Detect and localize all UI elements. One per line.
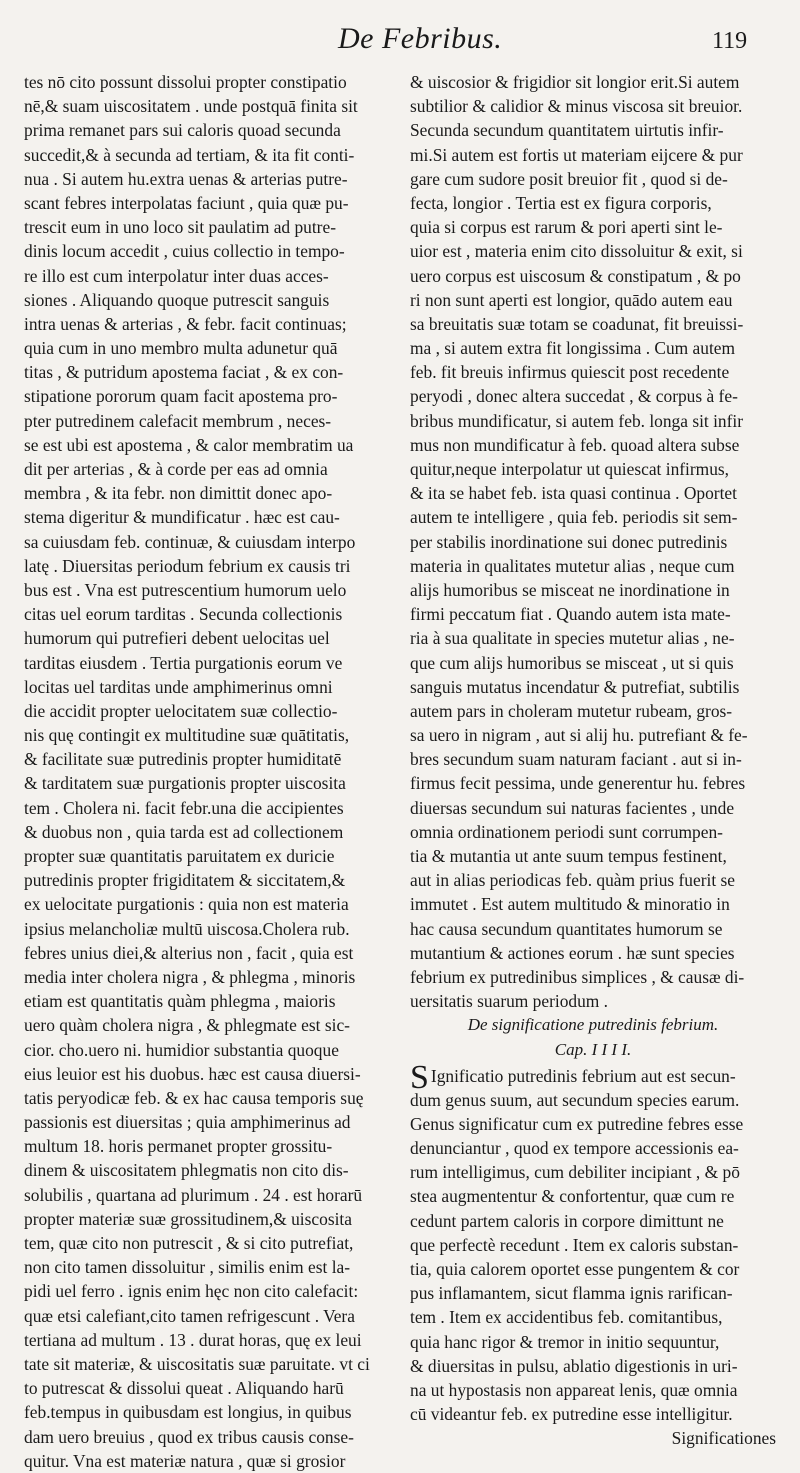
text-line: propter materiæ suæ grossitudinem,& uiscosita bbox=[24, 1208, 352, 1229]
text-line: na ut hypostasis non appareat lenis, quæ omnia bbox=[410, 1379, 738, 1400]
text-line: putredinis propter frigiditatem & siccitatem,& bbox=[24, 870, 346, 891]
text-line: tertiana ad multum . 13 . durat horas, quę ex leui bbox=[24, 1329, 362, 1350]
running-title: De Febribus. bbox=[338, 22, 503, 55]
text-line: que cum alijs humoribus se misceat , ut si quis bbox=[410, 652, 734, 673]
chapter-number: Cap. I I I I. bbox=[554, 1039, 632, 1059]
text-line: peryodi , donec altera succedat , & corpus à fe- bbox=[410, 386, 738, 407]
text-line: latę . Diuersitas periodum febrium ex causis tri bbox=[24, 555, 351, 576]
text-line: quia hanc rigor & tremor in initio sequuntur, bbox=[410, 1331, 720, 1352]
text-line: tem . Item ex accidentibus feb. comitantibus, bbox=[410, 1307, 723, 1328]
text-line: denunciantur , quod ex tempore accessionis ea- bbox=[410, 1138, 739, 1159]
text-line: non cito tamen dissoluitur , similis enim est la- bbox=[24, 1257, 351, 1278]
text-line: & ita se habet feb. ista quasi continua . Oportet bbox=[410, 483, 737, 504]
text-line: cū videantur feb. ex putredine esse intelligitur. bbox=[410, 1404, 733, 1425]
text-line: firmi peccatum fiat . Quando autem ista mate- bbox=[410, 604, 731, 625]
text-line: nua . Si autem hu.extra uenas & arterias putre- bbox=[24, 168, 348, 189]
text-line: bres secundum suam naturam faciant . aut si in- bbox=[410, 749, 742, 770]
text-line: febres unius diei,& alterius non , facit , quia est bbox=[24, 942, 354, 963]
text-line: autem pars in choleram mutetur rubeam, gros- bbox=[410, 700, 733, 721]
text-line: stea augmententur & confortentur, quæ cum re bbox=[410, 1186, 735, 1207]
text-line: nis quę contingit ex multitudine suæ quātitatis, bbox=[24, 725, 350, 746]
text-line: immutet . Est autem multitudo & minoratio in bbox=[410, 894, 730, 915]
text-line: solubilis , quartana ad plurimum . 24 . est horarū bbox=[24, 1184, 363, 1205]
text-line: cior. cho.uero ni. humidior substantia quoque bbox=[24, 1039, 339, 1060]
text-line: mus non mundificatur à feb. quoad altera subse bbox=[410, 434, 740, 455]
text-line: & duobus non , quia tarda est ad collectionem bbox=[24, 821, 344, 842]
text-line bbox=[410, 1058, 776, 1096]
text-line: media inter cholera nigra , & phlegma , minoris bbox=[24, 966, 356, 987]
text-line: mi.Si autem est fortis ut materiam eijcere & pur bbox=[410, 144, 743, 165]
text-line: bus est . Vna est putrescentium humorum uelo bbox=[24, 579, 347, 600]
text-line: sa breuitatis suæ totam se coadunat, fit breuissi- bbox=[410, 313, 744, 334]
text-line: locitas uel tarditas unde amphimerinus omni bbox=[24, 676, 333, 697]
text-line: membra , & ita febr. non dimittit donec apo- bbox=[24, 483, 333, 504]
text-line: sa cuiusdam feb. continuæ, & cuiusdam interpo bbox=[24, 531, 356, 552]
text-line: propter suæ quantitatis paruitatem ex duricie bbox=[24, 846, 335, 866]
text-line: se est ubi est apostema , & calor membratim ua bbox=[24, 434, 354, 455]
catchword: Significationes bbox=[671, 1428, 776, 1449]
text-line: ex uelocitate purgationis : quia non est materia bbox=[24, 894, 349, 915]
text-line: succedit,& à secunda ad tertiam, & ita fit conti- bbox=[24, 144, 355, 165]
text-line: humorum qui putrefieri debent uelocitas uel bbox=[24, 628, 330, 649]
right-column-text bbox=[410, 70, 776, 1013]
text-line: diuersas secundum sui naturas facientes , unde bbox=[410, 797, 735, 818]
text-line: sanguis mutatus incendatur & putrefiat, subtilis bbox=[410, 676, 740, 697]
text-line: siones . Aliquando quoque putrescit sanguis bbox=[24, 289, 330, 310]
text-line: hac causa secundum quantitates humorum se bbox=[410, 918, 723, 939]
text-line: feb. fit breuis infirmus quiescit post recedente bbox=[410, 362, 730, 383]
text-line: pter putredinem calefacit membrum , neces- bbox=[24, 410, 332, 431]
text-line: re illo est cum interpolatur inter duas acces- bbox=[24, 265, 329, 286]
text-line: sa uero in nigram , aut si alij hu. putrefiant & fe- bbox=[410, 725, 748, 746]
text-line: tia & mutantia ut ante suum tempus festinent, bbox=[410, 846, 727, 866]
text-line: dam uero breuius , quod ex tribus causis conse- bbox=[24, 1426, 354, 1447]
text-line: eius leuior est his duobus. hæc est causa diuersi- bbox=[24, 1063, 361, 1084]
text-line: etiam est quantitatis quàm phlegma , maioris bbox=[24, 991, 336, 1012]
text-line-rest: Ignificatio putredinis febrium aut est secun- bbox=[430, 1065, 736, 1086]
text-line: & facilitate suæ putredinis propter humiditatē bbox=[24, 749, 342, 770]
text-line: febrium ex putredinibus simplices , & causæ di- bbox=[410, 966, 745, 987]
text-line: autem te intelligere , quia feb. periodis sit sem- bbox=[410, 507, 738, 528]
text-line: feb.tempus in quibusdam est longius, in quibus bbox=[24, 1402, 352, 1423]
text-line: tem . Cholera ni. facit febr.una die accipientes bbox=[24, 797, 344, 818]
text-line: ri non sunt aperti est longior, quādo autem eau bbox=[410, 289, 733, 310]
text-line: uero corpus est uiscosum & constipatum , & po bbox=[410, 265, 741, 286]
text-line: quia si corpus est rarum & pori aperti sint le- bbox=[410, 217, 723, 238]
text-line: per stabilis inordinatione sui donec putredinis bbox=[410, 531, 728, 552]
text-line: tes nō cito possunt dissolui propter constipatio bbox=[24, 72, 347, 92]
text-line: tia, quia calorem oportet esse pungentem & cor bbox=[410, 1259, 740, 1279]
text-line: to putrescat & dissolui queat . Aliquando harū bbox=[24, 1378, 344, 1399]
text-line: uero quàm cholera nigra , & phlegmate est sic- bbox=[24, 1015, 350, 1036]
text-line: Secunda secundum quantitatem uirtutis infir- bbox=[410, 120, 724, 141]
chapter-body bbox=[410, 1058, 776, 1427]
text-line: quitur. Vna est materiæ natura , quæ si grosior bbox=[24, 1450, 346, 1471]
text-line: trescit eum in uno loco sit paulatim ad putre- bbox=[24, 217, 336, 238]
text-line: aut in alias periodicas feb. quàm prius fuerit se bbox=[410, 870, 736, 891]
right-column bbox=[410, 70, 776, 1451]
text-line: dum genus suum, aut secundum species earum. bbox=[410, 1089, 740, 1110]
text-line: bribus mundificatur, si autem feb. longa sit infir bbox=[410, 410, 744, 431]
text-line: titas , & putridum apostema faciat , & ex con- bbox=[24, 362, 344, 383]
text-line: quitur,neque interpolatur ut quiescat infirmus, bbox=[410, 459, 730, 479]
running-head bbox=[0, 18, 800, 62]
text-line: uersitatis suarum periodum . bbox=[410, 991, 609, 1012]
drop-initial: S bbox=[410, 1058, 429, 1096]
text-line: dinis locum accedit , cuius collectio in tempo- bbox=[24, 241, 345, 262]
chapter-heading: De significatione putredinis febrium. bbox=[467, 1015, 719, 1035]
text-line: citas uel eorum tarditas . Secunda collectionis bbox=[24, 604, 343, 625]
text-line: firmus fecit pessima, unde generentur hu. febres bbox=[410, 773, 746, 794]
text-line: omnia ordinationem periodi sunt corrumpen- bbox=[410, 821, 723, 842]
text-line: scant febres interpolatas faciunt , quia quæ pu- bbox=[24, 192, 349, 213]
text-line: alijs humoribus se misceat ne inordinatione in bbox=[410, 579, 730, 600]
text-line: & uiscosior & frigidior sit longior erit.Si autem bbox=[410, 72, 740, 92]
text-line: Genus significatur cum ex putredine febres esse bbox=[410, 1113, 744, 1134]
page-number: 119 bbox=[712, 28, 748, 54]
text-line: passionis est diuersitas ; quia amphimerinus ad bbox=[24, 1112, 351, 1133]
text-line: & diuersitas in pulsu, ablatio digestionis in uri- bbox=[410, 1355, 738, 1376]
text-line: & tarditatem suæ purgationis propter uiscosita bbox=[24, 773, 346, 794]
text-line: pus inflamantem, sicut flamma ignis rarifican- bbox=[410, 1283, 733, 1304]
text-line: subtilior & calidior & minus viscosa sit breuior. bbox=[410, 96, 743, 117]
text-line: gare cum sudore posit breuior fit , quod si de- bbox=[410, 168, 728, 189]
text-line: pidi uel ferro . ignis enim hęc non cito calefacit: bbox=[24, 1281, 359, 1302]
text-line: uior est , materia enim cito dissoluitur & exit, si bbox=[410, 241, 743, 262]
text-line: rum intelligimus, cum debiliter incipiant , & pō bbox=[410, 1162, 740, 1183]
text-line: tatis peryodicæ feb. & ex hac causa temporis suę bbox=[24, 1087, 364, 1108]
text-line: quæ etsi calefiant,cito tamen refrigescunt . Vera bbox=[24, 1305, 355, 1326]
text-line: tem, quæ cito non putrescit , & si cito putrefiat, bbox=[24, 1233, 354, 1253]
text-line: multum 18. horis permanet propter grossitu- bbox=[24, 1136, 333, 1157]
text-line: prima remanet pars sui caloris quoad secunda bbox=[24, 120, 341, 141]
text-line: intra uenas & arterias , & febr. facit continuas; bbox=[24, 313, 347, 334]
text-line: ma , si autem extra fit longissima . Cum autem bbox=[410, 338, 736, 359]
text-line: materia in qualitates mutetur alias , neque cum bbox=[410, 555, 735, 576]
text-line: stipatione pororum quam facit apostema pro- bbox=[24, 386, 338, 407]
left-column bbox=[24, 70, 396, 1473]
text-line: quia cum in uno membro multa adunetur quā bbox=[24, 338, 338, 359]
text-line: fecta, longior . Tertia est ex figura corporis, bbox=[410, 192, 712, 213]
text-line: cedunt partem caloris in corpore dimittunt ne bbox=[410, 1210, 724, 1231]
text-line: nē,& suam uiscositatem . unde postquā finita sit bbox=[24, 96, 358, 117]
text-line: ria à sua qualitate in species mutetur alias , ne- bbox=[410, 628, 735, 649]
text-line: mutantium & actiones eorum . hæ sunt species bbox=[410, 942, 735, 963]
text-line: dit per arterias , & à corde per eas ad omnia bbox=[24, 459, 328, 479]
text-line: ipsius melancholiæ multū uiscosa.Cholera rub. bbox=[24, 918, 350, 939]
text-line: tate sit materiæ, & uiscositatis suæ paruitate. vt ci bbox=[24, 1353, 370, 1374]
text-line: stema digeritur & mundificatur . hæc est cau- bbox=[24, 507, 340, 528]
text-line: dinem & uiscositatem phlegmatis non cito dis- bbox=[24, 1160, 349, 1181]
text-line: que perfectè recedunt . Item ex caloris substan- bbox=[410, 1234, 739, 1255]
text-line: die accidit propter uelocitatem suæ collectio- bbox=[24, 700, 338, 721]
text-line: tarditas eiusdem . Tertia purgationis eorum ve bbox=[24, 652, 343, 673]
